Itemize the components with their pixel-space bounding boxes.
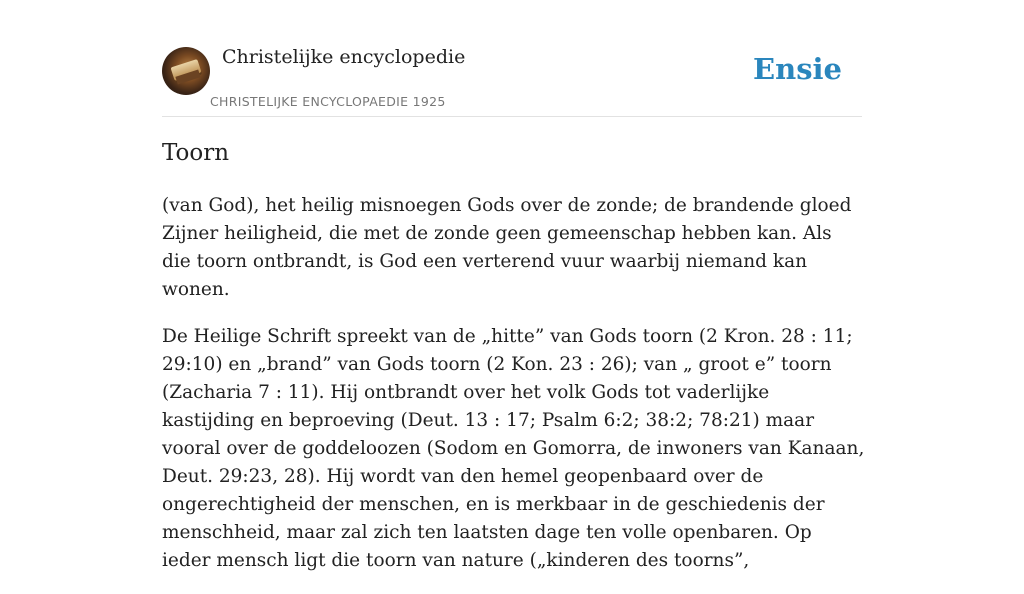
article-paragraph: (van God), het heilig misnoegen Gods over de zonde; de brandende gloed Zijner heiligheid, die met de zonde geen gemeenschap hebben kan. Als die toorn ontbrandt, is God een verterend vuur waarbij niemand kan wonen. (162, 195, 852, 300)
encyclopedia-logo-avatar[interactable] (162, 47, 210, 95)
encyclopedia-subtitle: CHRISTELIJKE ENCYCLOPAEDIE 1925 (210, 94, 446, 109)
ensie-logo-link[interactable]: Ensie (753, 52, 842, 86)
page (162, 0, 865, 571)
article-title: Toorn (162, 140, 230, 166)
article-body (162, 192, 866, 594)
article-paragraph: De Heilige Schrift spreekt van de „hitte” van Gods toorn (2 Kron. 28 : 11; 29:10) en „brand” van Gods toorn (2 Kon. 23 : 26); van „ groot e” toorn (Zacharia 7 : 11). Hij ontbrandt over het volk Gods tot vaderlijke kastijding en beproeving (Deut. 13 : 17; Psalm 6:2; 38:2; 78:21) maar vooral over de goddeloozen (Sodom en Gomorra, de inwoners van Kanaan, Deut. 29:23, 28). Hij wordt van den hemel geopenbaard over de ongerechtigheid der menschen, en is merkbaar in de geschiedenis der menschheid, maar zal zich ten laatsten dage ten volle openbaren. Op ieder mensch ligt die toorn van nature („kinderen des toorns”, (162, 326, 865, 571)
encyclopedia-title[interactable]: Christelijke encyclopedie (222, 46, 466, 68)
site-header (162, 0, 862, 117)
